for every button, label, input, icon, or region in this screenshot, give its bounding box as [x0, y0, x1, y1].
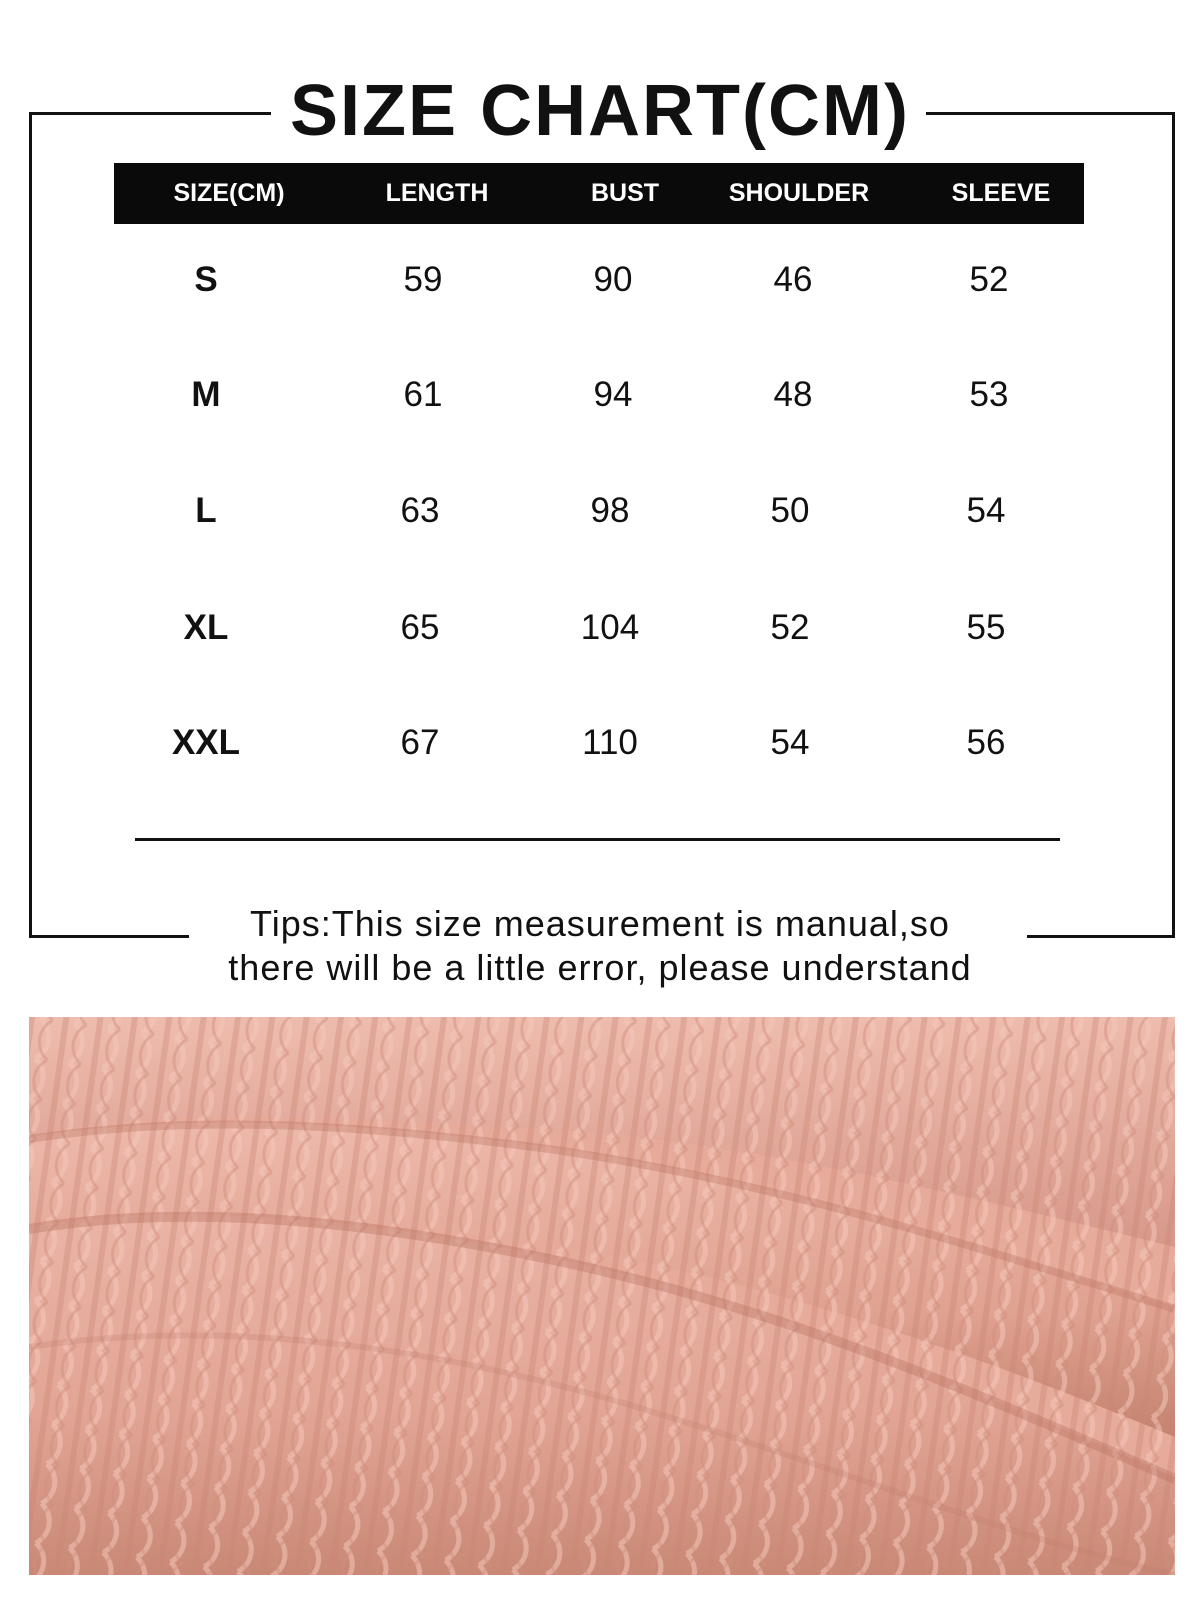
cell-bust: 110	[582, 723, 638, 762]
cell-sleeve: 54	[966, 491, 1006, 530]
header-bust: BUST	[590, 179, 660, 207]
frame-bottom-right	[1027, 935, 1175, 938]
cell-length: 65	[400, 608, 440, 647]
cell-length: 67	[400, 723, 440, 762]
cell-size: L	[195, 491, 217, 530]
table-divider	[135, 838, 1060, 841]
cell-sleeve: 55	[966, 608, 1006, 647]
cell-size: XL	[183, 608, 229, 647]
fabric-photo	[29, 1017, 1175, 1575]
tips-line-2: there will be a little error, please understand	[228, 947, 972, 988]
tips-note	[180, 902, 1020, 990]
cell-shoulder: 52	[770, 608, 810, 647]
table-row	[0, 598, 1200, 658]
page-title: SIZE CHART(CM)	[290, 71, 910, 151]
header-size: SIZE(CM)	[173, 179, 285, 207]
cell-bust: 90	[593, 260, 633, 299]
cell-shoulder: 54	[770, 723, 810, 762]
table-row	[0, 481, 1200, 541]
cell-bust: 98	[590, 491, 630, 530]
cell-size: M	[191, 375, 221, 414]
table-row	[0, 250, 1200, 310]
cell-length: 61	[403, 375, 443, 414]
header-shoulder: SHOULDER	[728, 179, 870, 207]
cell-length: 63	[400, 491, 440, 530]
table-header	[114, 163, 1084, 224]
header-length: LENGTH	[385, 179, 489, 207]
cell-shoulder: 48	[773, 375, 813, 414]
cable-knit-texture	[29, 1017, 1175, 1575]
cell-sleeve: 52	[969, 260, 1009, 299]
cell-bust: 104	[580, 608, 640, 647]
cell-bust: 94	[593, 375, 633, 414]
cell-size: XXL	[171, 723, 241, 762]
table-row	[0, 365, 1200, 425]
cell-size: S	[194, 260, 218, 299]
frame-bottom-left	[29, 935, 189, 938]
header-sleeve: SLEEVE	[951, 179, 1051, 207]
cell-length: 59	[403, 260, 443, 299]
cell-sleeve: 53	[969, 375, 1009, 414]
cell-sleeve: 56	[966, 723, 1006, 762]
cell-shoulder: 50	[770, 491, 810, 530]
cell-shoulder: 46	[773, 260, 813, 299]
tips-line-1: Tips:This size measurement is manual,so	[250, 903, 950, 944]
table-row	[0, 713, 1200, 773]
